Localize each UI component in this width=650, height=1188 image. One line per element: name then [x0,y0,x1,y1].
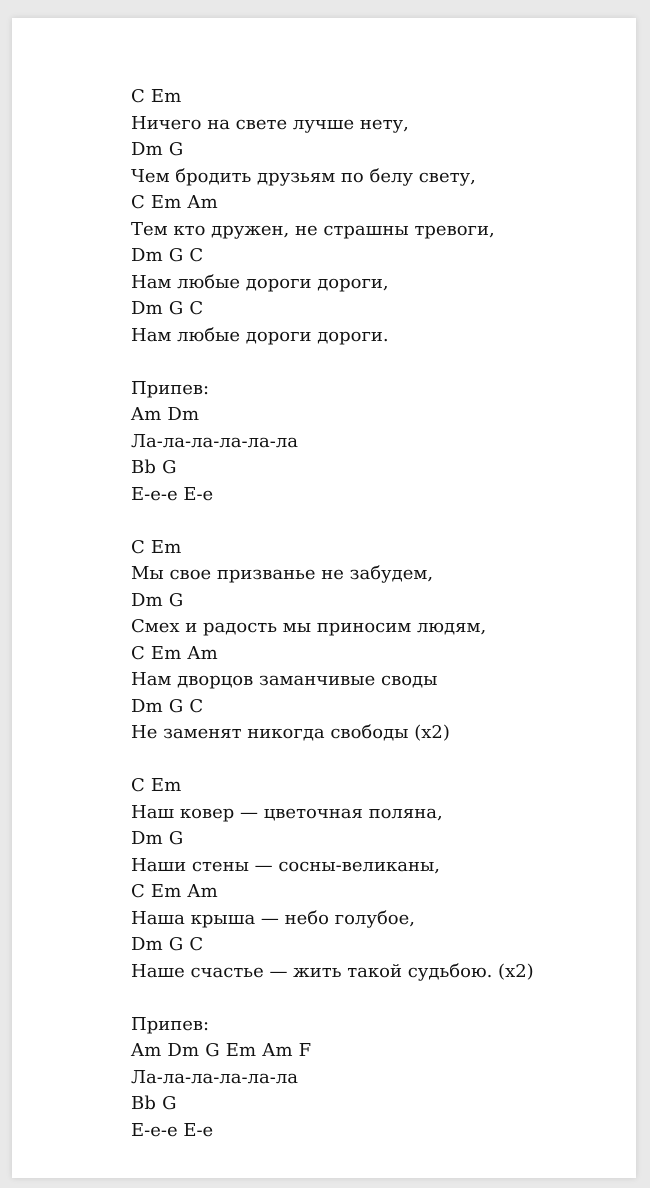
chord-line: C Em [131,775,182,796]
lyric-line: Наше счастье — жить такой судьбою. (x2) [131,960,534,982]
lyric-line: Чем бродить друзьям по белу свету, [131,165,476,187]
lyric-line: Е-е-е Е-е [131,1119,214,1141]
chord-line: C Em Am [131,881,218,902]
stanza [131,1012,601,1145]
lyric-line: Мы свое призванье не забудем, [131,563,434,584]
lyric-line: Нам дворцов заманчивые своды [131,669,438,690]
lyric-line: Ла-ла-ла-ла-ла-ла [131,1066,298,1088]
chord-line: Bb G [131,457,177,478]
chord-line: Dm G C [131,245,204,266]
chord-line: C Em [131,86,182,107]
chord-line: Dm G C [131,298,204,319]
lyric-line: Ничего на свете лучше нету, [131,112,409,134]
chord-line: C Em [131,536,182,558]
lyric-line: Наша крыша — небо голубое, [131,907,416,929]
chorus-heading: Припев: [131,377,210,399]
stanza [131,84,601,349]
song-sheet [131,84,601,1171]
lyric-line: Не заменят никогда свободы (x2) [131,722,450,743]
chord-line: Dm G [131,139,184,160]
chord-line: Dm G C [131,695,204,717]
chord-line: Dm G C [131,934,204,955]
chord-line: Am Dm [131,404,200,425]
chorus-heading: Припев: [131,1013,210,1035]
stanza [131,773,601,985]
chord-line: Dm G [131,589,184,611]
lyric-line: Наш ковер — цветочная поляна, [131,801,443,823]
chord-line: C Em Am [131,192,218,213]
lyric-line: Нам любые дороги дороги, [131,271,389,293]
lyric-line: Нам любые дороги дороги. [131,324,389,346]
lyric-line: Смех и радость мы приносим людям, [131,616,487,637]
chord-line: C Em Am [131,642,218,664]
lyric-line: Е-е-е Е-е [131,483,214,505]
stanza [131,535,601,747]
lyric-line: Тем кто дружен, не страшны тревоги, [131,218,495,240]
chord-line: Bb G [131,1093,177,1114]
lyric-line: Наши стены — сосны-великаны, [131,854,440,876]
chord-line: Am Dm G Em Am F [131,1040,312,1061]
chord-line: Dm G [131,828,184,849]
stanza [131,376,601,509]
document-page [12,18,636,1178]
lyric-line: Ла-ла-ла-ла-ла-ла [131,430,298,452]
